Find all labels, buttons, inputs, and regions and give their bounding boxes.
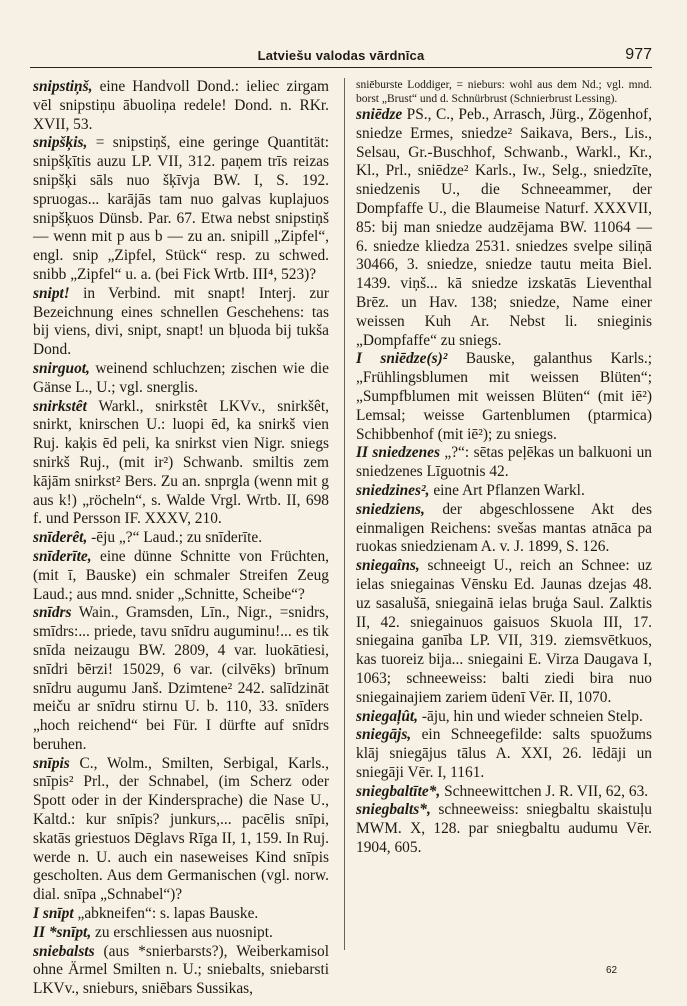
entry-definition: zu erschliessen aus nuosnipt. <box>91 923 273 941</box>
entry-headword: sniegaļût, <box>356 707 419 725</box>
entry-definition: Schneewittchen J. R. VII, 62, 63. <box>440 782 649 800</box>
dictionary-entry <box>33 755 329 905</box>
entry-definition: PS., C., Peb., Arrasch, Jürg., Zögenhof, sniedze Ermes, sniedze² Saikava, Bers., Lis., Selsau, Gr.-Buschhof, Schwanb., Warkl., Kr., Kl., Prl., sniēdze² Karls., Iw., Selg., sniedzīte, sniedzenis U., die Schneeammer, der Dompfaffe U., die Blaumeise Naturf. XXXVII, 85: bij man sniedze audzējama BW. 11064 — 6. sniedze kliedza 2531. sniedzes svelpe siliņā 30466, 3. sniedze, sniedze tautu meita Biel. 1439. viņš... kā sniedze izskatās Lieventhal Brēz. un Hav. 138; sniedze, Name einer weissen Kuh Ar. Nebst li. snieginis „Dompfaffe“ zu sniegs. <box>356 106 652 349</box>
entry-definition: ein Schneegefilde: salts spuožums klāj sniegājus tālus A. XXI, 26. lēdāji un sniegāji Vēr. I, 1161. <box>356 726 652 781</box>
entry-definition: eine dünne Schnitte von Früchten, (mit ī, Bauske) ein schmaler Streifen Zeug Laud.; aus mnd. snider „Schnitte, Scheibe“? <box>33 547 329 603</box>
dictionary-entry <box>356 557 652 707</box>
entry-headword: sniegbaltīte*, <box>356 782 441 800</box>
dictionary-entry <box>33 134 329 284</box>
printer-signature: 62 <box>606 965 618 976</box>
entry-definition: weinend schluchzen; zischen wie die Gänse L., U.; vgl. snerglis. <box>33 359 329 396</box>
left-column <box>33 78 329 998</box>
dictionary-entry <box>33 78 329 134</box>
entry-definition: in Verbind. mit snapt! Interj. zur Bezeichnung eines schnellen Geschehens: tas bij viens, divi, snipt, snapt! un bļuoda bij tukša Dond. <box>33 284 329 359</box>
dictionary-entry <box>33 398 329 530</box>
entry-headword: II *snīpt, <box>33 923 92 941</box>
dictionary-entry <box>356 801 652 857</box>
entry-definition: eine Handvoll Dond.: ieliec zirgam vēl snipstiņu ābuoliņa redele! Dond. n. RKr. XVII, 53. <box>33 78 329 133</box>
column-divider <box>344 78 345 950</box>
dictionary-entry <box>33 529 329 548</box>
dictionary-entry <box>33 360 329 398</box>
entry-headword: sniedziens, <box>356 500 425 518</box>
entry-definition: Warkl., snirkstêt LKVv., snirkšêt, snirkt, knirschen U.: luopi ēd, ka snirkš vien Ruj. kaķis ēd peli, ka snirkst vien Nigr. sniegs snirkš Ruj., (mit ir²) Schwanb. smiltis zem kājām snirkst² Bers. Zu an. snprgla (wenn mit g aus k!) „röcheln“, s. Walde Vrgl. Wrtb. II, 698 f. und Persson IF. XXXV, 210. <box>33 397 329 528</box>
page-number: 977 <box>625 46 652 63</box>
dictionary-entry <box>33 943 329 999</box>
dictionary-entry <box>356 106 652 350</box>
entry-headword: I snīpt <box>33 905 74 923</box>
entry-headword: I sniēdze(s)² <box>356 350 448 368</box>
dictionary-entry <box>33 924 329 943</box>
dictionary-entry <box>356 501 652 557</box>
entry-definition: Bauske, galanthus Karls.; „Frühlingsblumen mit weissen Blüten“; „Sumpfblumen mit weissen Blüten“ (mit iē²) Lemsal; weisse Gartenblumen (ptarmica) Schibbenhof (mit iē²); zu sniegs. <box>356 350 652 443</box>
entry-headword: sniegbalts*, <box>356 801 431 819</box>
dictionary-entry <box>33 604 329 754</box>
entry-definition: (aus *snierbarsts?), Weiberkamisol ohne Ärmel Smilten n. U.; sniebalts, sniebarsti LKVv., snieburs, sniēbars Sussikas, <box>33 942 329 998</box>
entry-definition: der abgeschlossene Akt des einmaligen Reichens: svešas mantas atnāca pa ruokas sniedzienam A. v. J. 1899, S. 126. <box>356 500 652 556</box>
page-header <box>30 46 652 66</box>
entry-headword: snipstiņš, <box>33 78 93 95</box>
entry-definition: -āju, hin und wieder schneien Stelp. <box>418 707 643 725</box>
dictionary-entry <box>356 482 652 501</box>
running-title: Latviešu valodas vārdnīca <box>257 48 425 63</box>
dictionary-entry <box>356 726 652 782</box>
right-column <box>356 78 652 950</box>
entry-definition: „abkneifen“: s. lapas Bauske. <box>73 905 259 923</box>
entry-headword: snīderêt, <box>33 529 88 547</box>
dictionary-entry <box>356 78 652 106</box>
dictionary-entry <box>356 783 652 802</box>
entry-headword: sniedzines², <box>356 481 430 499</box>
dictionary-entry <box>33 285 329 360</box>
entry-definition: „?“: sētas peļēkas un balkuoni un sniedzenes Līguotnis 42. <box>356 444 652 481</box>
entry-headword: snipšķis, <box>33 134 88 152</box>
entry-definition: schneeweiss: sniegbaltu skaistuļu MWM. X, 128. par sniegbaltu audumu Vēr. 1904, 605. <box>356 801 652 857</box>
entry-headword: snīpis <box>33 754 70 772</box>
entry-headword: snirguot, <box>33 359 90 377</box>
entry-definition: -ēju „?“ Laud.; zu snīderīte. <box>87 529 263 547</box>
dictionary-entry <box>33 905 329 924</box>
entry-headword: snīdrs <box>33 604 72 622</box>
entry-headword: sniegājs, <box>356 726 412 744</box>
dictionary-entry <box>356 708 652 727</box>
entry-definition: = snipstiņš, eine geringe Quantität: snipšķītis auzu LP. VII, 312. paņem trīs reizas snipšķi sāls nuo šķīvja BW. I, S. 192. spruogas... karājās tam nuo galvas kuplajuos snipšķuos Dünsb. Par. 67. Etwa nebst snipstiņš — wenn mit p aus b — zu an. snipill „Zipfel“, engl. snip „Zipfel, Stück“ resp. zu schwed. snibb „Zipfel“ u. a. (bei Fick Wrtb. III⁴, 523)? <box>33 134 329 283</box>
entry-headword: II sniedzenes <box>356 444 440 462</box>
entry-headword: snirkstêt <box>33 397 87 415</box>
header-rule <box>30 67 652 68</box>
entry-definition: schneeigt U., reich an Schnee: uz ielas sniegainas Vēnsku Ed. Jaunas dzejas 48. uz sasalušā, sniegainā ielas bruģa Saul. Zalktis II, 42. sniegainuos gaisuos Skuola III, 17. sniegaina ganība LP. VII, 319. ziemsvētkuos, kas tuoreiz bija... sniegaini E. Virza Daugava I, 1063; schneeweiss: balti ziedi bira nuo sniegainajiem zariem ūdenī Vēr. II, 1070. <box>356 557 652 706</box>
entry-definition: eine Art Pflanzen Warkl. <box>429 481 585 499</box>
entry-headword: sniebalsts <box>33 942 95 960</box>
dictionary-entry <box>356 350 652 444</box>
dictionary-entry <box>356 444 652 482</box>
entry-headword: snipt! <box>33 284 70 302</box>
entry-headword: snīderīte, <box>33 547 92 565</box>
entry-definition: C., Wolm., Smilten, Serbigal, Karls., snīpis² Prl., der Schnabel, (im Scherz oder Spott oder in der Kindersprache) die Nase U., Kaltd.: kur snīpis? junkurs,... pacēlis snīpi, skatās griestuos Dēglavs Rīga II, 1, 159. In Ruj. werde n. U. auch ein naseweises Kind snīpis gescholten. Aus dem Germanischen (vgl. norw. dial. snīpa „Schnabel“)? <box>33 754 329 904</box>
entry-definition: sniēburste Loddiger, = nieburs: wohl aus dem Nd.; vgl. mnd. borst „Brust“ und d. Schnürbrust (Schnierbrust Lessing). <box>356 79 652 105</box>
entry-headword: sniēdze <box>356 106 403 123</box>
entry-definition: Wain., Gramsden, Līn., Nigr., =snidrs, smīdrs:... priede, tavu snīdru auguminu!... es tik snīda neizaugu BW. 2809, 4 var. luokātiesi, snīdri bērzi! 15029, 6 var. (cilvēks) brīnum snīdru augumu Janš. Dzimtene² 242. salīdzināt meiču ar snīdru stirnu U. b. 110, 33. snīders „hoch reichend“ bei Für. I dürfte auf snīdrs beruhen. <box>33 604 329 753</box>
dictionary-entry <box>33 548 329 604</box>
entry-headword: sniegaîns, <box>356 557 420 575</box>
